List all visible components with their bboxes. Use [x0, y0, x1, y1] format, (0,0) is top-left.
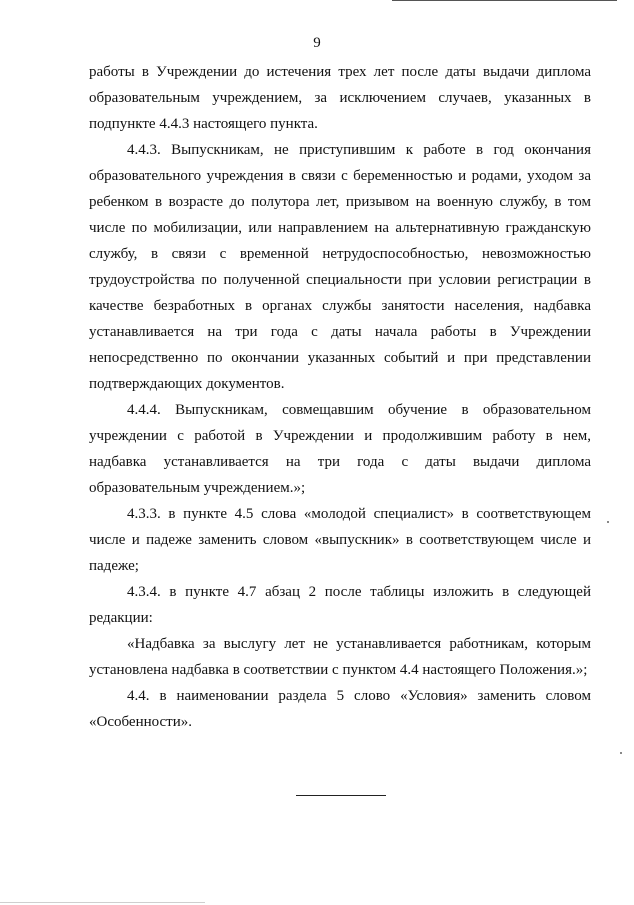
paragraph-continuation: работы в Учреждении до истечения трех лет после даты выдачи диплома образовательным учреждением, за исключением случаев, указанных в подпункте 4.4.3 настоящего пункта.	[89, 64, 591, 132]
page-number: 9	[313, 35, 321, 51]
paragraph-4-4-3: 4.4.3. Выпускникам, не приступившим к работе в год окончания образовательного учреждения в связи с беременностью и родами, уходом за ребенком в возрасте до полутора лет, призывом на военную службу, в том числе по мобилизации, или направлением на альтернативную гражданскую службу, в связи с временной нетрудоспособностью, невозможностью трудоустройства по полученной специальности при условии регистрации в качестве безработных в органах службы занятости населения, надбавка устанавливается на три года с даты начала работы в Учреждении непосредственно по окончании указанных событий и при представлении подтверждающих документов.	[89, 142, 591, 392]
paragraph-4-4-4: 4.4.4. Выпускникам, совмещавшим обучение в образовательном учреждении с работой в Учреждении и продолжившим работу в нем, надбавка устанавливается на три года с даты выдачи диплома образовательным учреждением.»;	[89, 402, 591, 496]
scan-speck	[620, 752, 622, 754]
scan-edge-line	[0, 902, 205, 903]
paragraph-4-3-4: 4.3.4. в пункте 4.7 абзац 2 после таблицы изложить в следующей редакции:	[89, 584, 591, 626]
end-rule	[296, 795, 386, 796]
document-body	[89, 59, 591, 735]
top-rule	[392, 0, 617, 1]
scan-speck	[607, 521, 609, 523]
paragraph-4-3-3: 4.3.3. в пункте 4.5 слова «молодой специалист» в соответствующем числе и падеже заменить словом «выпускник» в соответствующем числе и падеже;	[89, 506, 591, 574]
paragraph-quote-seniority: «Надбавка за выслугу лет не устанавливается работникам, которым установлена надбавка в соответствии с пунктом 4.4 настоящего Положения.»;	[89, 636, 591, 678]
paragraph-4-4: 4.4. в наименовании раздела 5 слово «Условия» заменить словом «Особенности».	[89, 688, 591, 730]
